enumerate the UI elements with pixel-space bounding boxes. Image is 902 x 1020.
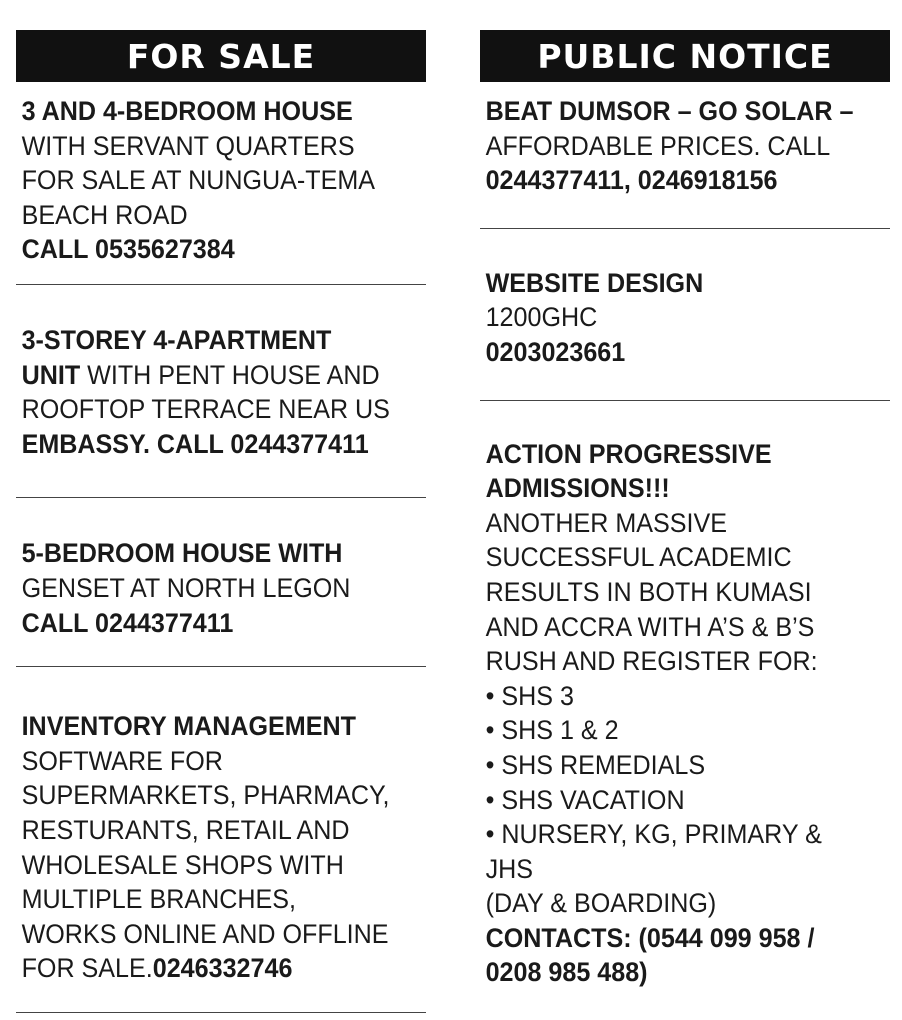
notice-ad-solar (480, 94, 902, 198)
ad-text: (DAY & BOARDING) (485, 888, 717, 919)
ad-phone: CONTACTS: (0544 099 958 / (485, 922, 815, 953)
ad-text: AFFORDABLE PRICES. CALL (485, 130, 831, 161)
divider (16, 666, 426, 667)
ad-text: WORKS ONLINE AND OFFLINE (21, 918, 389, 949)
ad-text: JHS (485, 853, 534, 884)
ad-text: ROOFTOP TERRACE NEAR US (21, 394, 390, 425)
divider (16, 497, 426, 498)
ad-headline: WEBSITE DESIGN (485, 267, 704, 298)
for-sale-ad-house-legon (16, 536, 439, 640)
divider (480, 400, 890, 401)
notice-ad-website (480, 266, 902, 370)
public-notice-header: PUBLIC NOTICE (480, 30, 890, 82)
divider (16, 1012, 426, 1013)
for-sale-ad-software (16, 709, 439, 986)
ad-headline: INVENTORY MANAGEMENT (21, 711, 356, 742)
ad-text: WITH SERVANT QUARTERS (21, 130, 355, 161)
ad-phone: CALL 0535627384 (21, 234, 235, 265)
public-notice-column (480, 30, 890, 990)
ad-phone: 0246332746 (152, 953, 293, 984)
ad-headline: 3-STOREY 4-APARTMENT (21, 324, 332, 355)
notice-ad-admissions (480, 437, 902, 991)
ad-phone: EMBASSY. CALL 0244377411 (21, 428, 369, 459)
ad-text: FOR SALE AT NUNGUA-TEMA (21, 165, 376, 196)
ad-text-part: FOR SALE. (21, 953, 153, 984)
ad-text: AND ACCRA WITH A’S & B’S (485, 611, 815, 642)
for-sale-ad-apartment (16, 323, 439, 461)
list-item: • SHS 1 & 2 (485, 715, 619, 746)
ad-text (22, 358, 434, 393)
ad-headline: 3 AND 4-BEDROOM HOUSE (21, 96, 353, 126)
ad-text: SUCCESSFUL ACADEMIC (485, 542, 792, 573)
for-sale-header: FOR SALE (16, 30, 426, 82)
ad-text: BEACH ROAD (21, 199, 188, 230)
ad-headline: BEAT DUMSOR – GO SOLAR – (485, 96, 854, 126)
ad-phone: 0244377411, 0246918156 (485, 165, 778, 196)
ad-text: RESULTS IN BOTH KUMASI (485, 576, 812, 607)
list-item: • NURSERY, KG, PRIMARY & (485, 819, 822, 850)
ad-text: GENSET AT NORTH LEGON (21, 572, 351, 603)
for-sale-column (16, 30, 426, 1013)
ad-headline-end: UNIT (21, 359, 81, 390)
ad-phone: 0203023661 (485, 336, 626, 367)
ad-text: WHOLESALE SHOPS WITH (21, 849, 344, 880)
ad-text: 1200GHC (485, 302, 598, 333)
list-item: • SHS REMEDIALS (485, 749, 706, 780)
divider (16, 284, 426, 285)
ad-text (22, 951, 434, 986)
ad-text: SOFTWARE FOR (21, 745, 223, 776)
for-sale-ad-house-nungua (16, 94, 439, 267)
ad-text: ANOTHER MASSIVE (485, 507, 727, 538)
ad-headline: ACTION PROGRESSIVE (485, 438, 772, 469)
list-item: • SHS 3 (485, 680, 574, 711)
ad-headline: 5-BEDROOM HOUSE WITH (21, 538, 343, 569)
ad-phone: CALL 0244377411 (21, 607, 234, 638)
ad-phone: 0208 985 488) (485, 957, 648, 988)
ad-text: MULTIPLE BRANCHES, (21, 884, 296, 915)
list-item: • SHS VACATION (485, 784, 685, 815)
ad-headline: ADMISSIONS!!! (485, 473, 670, 504)
ad-text: SUPERMARKETS, PHARMACY, (21, 780, 390, 811)
ad-text-part: WITH PENT HOUSE AND (80, 359, 380, 390)
ad-text: RESTURANTS, RETAIL AND (21, 814, 350, 845)
ad-text: RUSH AND REGISTER FOR: (485, 646, 818, 677)
divider (480, 228, 890, 229)
